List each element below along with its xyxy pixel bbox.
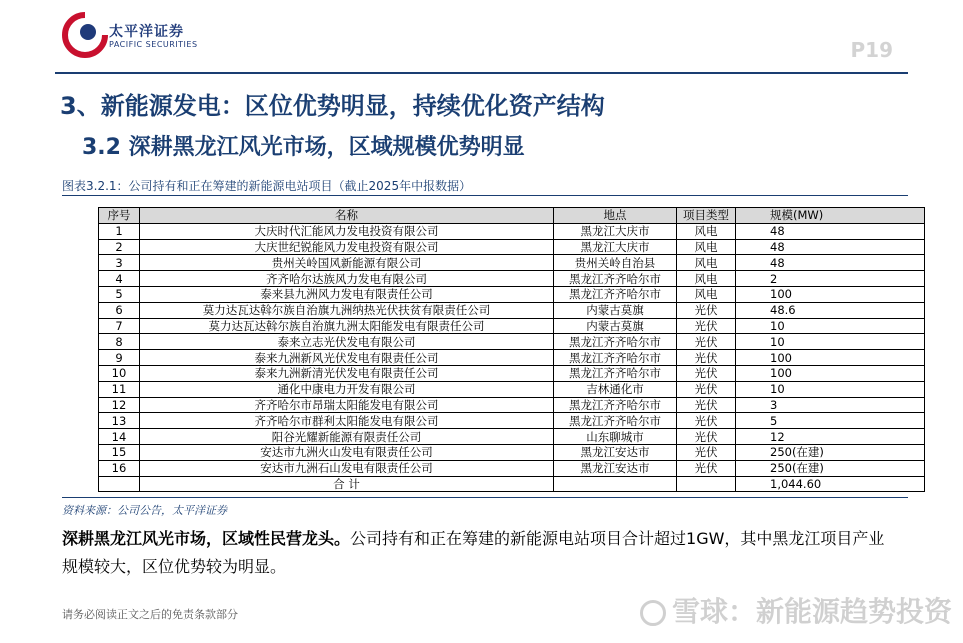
- header-scale: 规模(MW): [736, 208, 925, 224]
- table-row: [99, 350, 925, 366]
- table-row: [99, 429, 925, 445]
- row-type: 光伏: [677, 381, 736, 397]
- row-location: 贵州关岭自治县: [554, 255, 677, 271]
- table-row: [99, 255, 925, 271]
- row-no: 10: [99, 365, 140, 381]
- row-name: 泰来九洲新清光伏发电有限责任公司: [140, 365, 554, 381]
- header-name: 名称: [140, 208, 554, 224]
- row-name: 齐齐哈尔市群利太阳能发电有限公司: [140, 413, 554, 429]
- logo-text-en: PACIFIC SECURITIES: [109, 40, 198, 49]
- row-location: 黑龙江齐齐哈尔市: [554, 413, 677, 429]
- paragraph-lead: 深耕黑龙江风光市场，区域性民营龙头。: [62, 529, 351, 548]
- row-location: 内蒙古莫旗: [554, 318, 677, 334]
- row-no: 1: [99, 223, 140, 239]
- total-value: 1,044.60: [736, 476, 925, 492]
- row-name: 莫力达瓦达斡尔族自治旗九洲太阳能发电有限责任公司: [140, 318, 554, 334]
- body-paragraph: [62, 525, 892, 581]
- row-scale: 100: [736, 286, 925, 302]
- row-no: 12: [99, 397, 140, 413]
- row-location: 黑龙江大庆市: [554, 239, 677, 255]
- row-location: 黑龙江齐齐哈尔市: [554, 365, 677, 381]
- row-type: 风电: [677, 286, 736, 302]
- row-type: 光伏: [677, 460, 736, 476]
- table-row: [99, 444, 925, 460]
- row-scale: 2: [736, 271, 925, 287]
- row-location: 黑龙江安达市: [554, 460, 677, 476]
- table-row: [99, 223, 925, 239]
- table-row: [99, 302, 925, 318]
- row-type: 光伏: [677, 365, 736, 381]
- snowball-icon: [640, 600, 666, 626]
- row-type: 光伏: [677, 397, 736, 413]
- row-scale: 48: [736, 223, 925, 239]
- row-no: 15: [99, 444, 140, 460]
- row-type: 光伏: [677, 334, 736, 350]
- row-scale: 10: [736, 334, 925, 350]
- watermark: [640, 590, 952, 630]
- page-number: P19: [850, 38, 893, 62]
- row-location: 黑龙江大庆市: [554, 223, 677, 239]
- header-divider: [55, 72, 908, 74]
- row-scale: 48: [736, 255, 925, 271]
- table-row: [99, 318, 925, 334]
- row-type: 光伏: [677, 350, 736, 366]
- row-name: 齐齐哈尔达族风力发电有限公司: [140, 271, 554, 287]
- row-location: 内蒙古莫旗: [554, 302, 677, 318]
- source-note: 资料来源：公司公告，太平洋证券: [62, 504, 227, 517]
- row-name: 安达市九洲火山发电有限责任公司: [140, 444, 554, 460]
- row-scale: 10: [736, 318, 925, 334]
- row-no: 7: [99, 318, 140, 334]
- company-logo: [62, 12, 198, 62]
- row-scale: 100: [736, 350, 925, 366]
- table-row: [99, 286, 925, 302]
- row-location: 黑龙江齐齐哈尔市: [554, 334, 677, 350]
- row-type: 光伏: [677, 444, 736, 460]
- row-type: 光伏: [677, 318, 736, 334]
- row-scale: 12: [736, 429, 925, 445]
- row-name: 安达市九洲石山发电有限责任公司: [140, 460, 554, 476]
- row-location: 黑龙江齐齐哈尔市: [554, 286, 677, 302]
- table-row: [99, 413, 925, 429]
- row-type: 光伏: [677, 429, 736, 445]
- row-no: 5: [99, 286, 140, 302]
- total-type: [677, 476, 736, 492]
- table-row: [99, 381, 925, 397]
- total-label: 合 计: [140, 476, 554, 492]
- source-divider: [62, 497, 908, 498]
- table-row: [99, 271, 925, 287]
- row-name: 泰来立志光伏发电有限公司: [140, 334, 554, 350]
- pacific-securities-logo-icon: [62, 12, 108, 58]
- row-name: 贵州关岭国风新能源有限公司: [140, 255, 554, 271]
- disclaimer-footer: 请务必阅读正文之后的免责条款部分: [62, 608, 238, 621]
- row-no: 14: [99, 429, 140, 445]
- row-scale: 10: [736, 381, 925, 397]
- table-row: [99, 365, 925, 381]
- row-no: 8: [99, 334, 140, 350]
- row-name: 通化中康电力开发有限公司: [140, 381, 554, 397]
- row-no: 9: [99, 350, 140, 366]
- row-no: 6: [99, 302, 140, 318]
- table-row: [99, 460, 925, 476]
- row-location: 山东聊城市: [554, 429, 677, 445]
- row-name: 泰来县九洲风力发电有限责任公司: [140, 286, 554, 302]
- table-row: [99, 334, 925, 350]
- total-no: [99, 476, 140, 492]
- table-caption: 图表3.2.1：公司持有和正在筹建的新能源电站项目（截止2025年中报数据）: [62, 179, 472, 193]
- table-header-row: [99, 208, 925, 224]
- row-name: 泰来九洲新风光伏发电有限责任公司: [140, 350, 554, 366]
- row-location: 吉林通化市: [554, 381, 677, 397]
- paragraph-text: 公司持有和正在筹建的新能源电站项目合计超过1GW，其中黑龙江项目产业规模较大，区位优势较为明显。: [62, 529, 885, 576]
- row-no: 13: [99, 413, 140, 429]
- row-no: 2: [99, 239, 140, 255]
- row-type: 光伏: [677, 413, 736, 429]
- row-name: 齐齐哈尔市昂瑞太阳能发电有限公司: [140, 397, 554, 413]
- subsection-heading: 3.2 深耕黑龙江风光市场，区域规模优势明显: [82, 135, 525, 160]
- header-no: 序号: [99, 208, 140, 224]
- row-scale: 3: [736, 397, 925, 413]
- total-loc: [554, 476, 677, 492]
- row-name: 莫力达瓦达斡尔族自治旗九洲纳热光伏扶贫有限责任公司: [140, 302, 554, 318]
- row-location: 黑龙江齐齐哈尔市: [554, 397, 677, 413]
- table-total-row: [99, 476, 925, 492]
- row-type: 风电: [677, 239, 736, 255]
- watermark-text: 雪球：新能源趋势投资: [672, 595, 953, 628]
- row-type: 光伏: [677, 302, 736, 318]
- row-scale: 250(在建): [736, 444, 925, 460]
- row-name: 大庆时代汇能风力发电投资有限公司: [140, 223, 554, 239]
- row-type: 风电: [677, 223, 736, 239]
- row-scale: 5: [736, 413, 925, 429]
- row-scale: 48: [736, 239, 925, 255]
- row-location: 黑龙江安达市: [554, 444, 677, 460]
- header-type: 项目类型: [677, 208, 736, 224]
- table-row: [99, 239, 925, 255]
- row-name: 阳谷光耀新能源有限责任公司: [140, 429, 554, 445]
- row-type: 风电: [677, 271, 736, 287]
- row-no: 4: [99, 271, 140, 287]
- header-location: 地点: [554, 208, 677, 224]
- caption-divider: [62, 195, 908, 196]
- row-location: 黑龙江齐齐哈尔市: [554, 271, 677, 287]
- row-type: 风电: [677, 255, 736, 271]
- row-no: 11: [99, 381, 140, 397]
- row-name: 大庆世纪锐能风力发电投资有限公司: [140, 239, 554, 255]
- logo-text-cn: 太平洋证券: [109, 24, 184, 40]
- row-no: 16: [99, 460, 140, 476]
- row-scale: 100: [736, 365, 925, 381]
- row-no: 3: [99, 255, 140, 271]
- projects-table: [98, 207, 925, 492]
- row-scale: 48.6: [736, 302, 925, 318]
- table-row: [99, 397, 925, 413]
- section-heading: 3、新能源发电：区位优势明显，持续优化资产结构: [60, 92, 605, 120]
- row-location: 黑龙江齐齐哈尔市: [554, 350, 677, 366]
- row-scale: 250(在建): [736, 460, 925, 476]
